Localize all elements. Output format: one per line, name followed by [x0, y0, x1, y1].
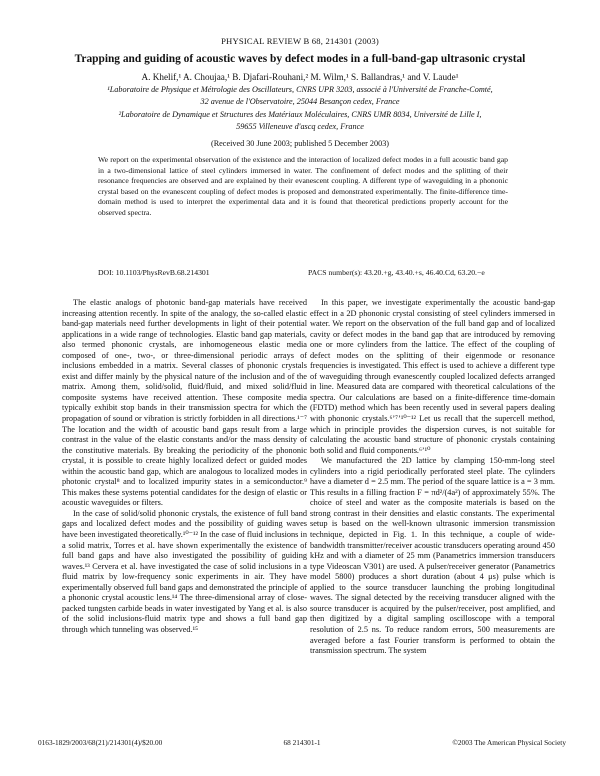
doi[interactable]: DOI: 10.1103/PhysRevB.68.214301 [98, 268, 210, 277]
affiliation-2-line-1: ²Laboratoire de Dynamique et Structures des Matériaux Moléculaires, CNRS UMR 8034, Université de Lille I, [118, 110, 482, 119]
pacs-numbers: PACS number(s): 43.20.+g, 43.40.+s, 46.40.Cd, 63.20.−e [308, 268, 485, 277]
paper-title: Trapping and guiding of acoustic waves by defect modes in a full-band-gap ultrasonic crystal [74, 53, 526, 65]
running-head: PHYSICAL REVIEW B 68, 214301 (2003) [221, 36, 379, 46]
author-list: A. Khelif,¹ A. Choujaa,¹ B. Djafari-Rouhani,² M. Wilm,¹ S. Ballandras,¹ and V. Laude¹ [141, 72, 459, 82]
paragraph: In this paper, we investigate experimentally the acoustic band-gap effect in a 2D phononic crystal consisting of steel cylinders immersed in water. We report on the observation of the full band gap and of localized cavity or defect modes in the band gap that are introduced by removing one or more cylinders from the lattice. The effect of the coupling of defect modes on the splitting of their eigenmode or resonance frequencies is investigated. This effect is used to achieve a different type of waveguiding through evanescently coupled localized defects arranged in line. Measured data are compared with theoretical calculations of the spectra. Our calculations are based on a finite-difference time-domain (FDTD) method which has been recently used in several papers dealing with phononic crystals.⁶ʼ⁷ʼ¹⁰⁻¹² Let us recall that the supercell method, which in principle provides the dispersion curves, is not suitable for calculating the acoustic band structure of phononic crystals containing both solid and fluid components.⁶ʼ¹⁰ [310, 298, 555, 455]
body-column-right [310, 298, 555, 657]
received-date: (Received 30 June 2003; published 5 December 2003) [210, 139, 390, 148]
affiliation-2-line-2: 59655 Villeneuve d'ascq cedex, France [236, 122, 364, 131]
abstract: We report on the experimental observation of the existence and the interaction of localized defect modes in a full acoustic band gap in a two-dimensional lattice of steel cylinders immersed in water. The confinement of defect modes and the splitting of their resonance frequencies are observed and are explained by their evanescent coupling. A different type of waveguiding in a phononic crystal based on the evanescent coupling of defect modes is proposed and demonstrated experimentally. The finite-difference time-domain method is used to interpret the experimental data and it is found that theoretical predictions properly account for the observed spectra. [98, 155, 508, 217]
affiliation-1-line-1: ¹Laboratoire de Physique et Métrologie des Oscillateurs, CNRS UPR 3203, associé à l'Université de Franche-Comté, [107, 85, 493, 94]
paragraph: In the case of solid/solid phononic crystals, the existence of full band gaps and localized defect modes and the possibility of guiding waves have been investigated theoretically.¹⁰⁻¹² In the case of fluid inclusions in a solid matrix, Torres et al. have shown experimentally the existence of full band gaps and have also investigated the possibility of guiding waves.¹³ Cervera et al. have investigated the case of solid inclusions in a fluid matrix by low-frequency sonic experiments in air. They have experimentally observed full band gaps and demonstrated the principle of a phononic crystal acoustic lens.¹⁴ The three-dimensional array of close-packed tungsten carbide beads in water investigated by Yang et al. is also of the solid inclusions-fluid matrix type and shows a full band gap through which tunneling was observed.¹⁵ [62, 508, 307, 634]
paragraph: The elastic analogs of photonic band-gap materials have received increasing attention recently. In spite of the analogy, the so-called elastic band-gap materials need further developments in light of their potential applications in a wide range of technologies. Elastic band gap materials, also termed phononic crystals, are inhomogeneous elastic media composed of one-, two-, or three-dimensional periodic arrays of inclusions embedded in a matrix. Several classes of phononic crystals exist and differ mainly by the physical nature of the inclusion and of the matrix. Among them, solid/solid, fluid/fluid, and mixed solid/fluid composite systems have received attention. These composite media typically exhibit stop bands in their transmission spectra for which the propagation of sound or vibration is strictly forbidden in all directions.¹⁻⁷ The location and the width of acoustic band gaps result from a large contrast in the value of the elastic constants and/or the mass density of the constitutive materials. By breaking the periodicity of the phononic crystal, it is possible to create highly localized defect or guided modes within the acoustic band gap, which are analogous to localized modes in photonic crystal⁸ and to localized impurity states in a semiconductor.⁹ This makes these systems potential candidates for the design of elastic or acoustic waveguides or filters. [62, 298, 307, 508]
doi-pacs-line [98, 268, 508, 277]
paragraph: We manufactured the 2D lattice by clamping 150-mm-long steel cylinders into a rigid periodically perforated steel plate. The cylinders have a diameter d = 2.5 mm. The period of the square lattice is a = 3 mm. This results in a filling fraction F = πd²/(4a²) of approximately 55%. The choice of steel and water as the composite materials is based on the strong contrast in their densities and elastic constants. The experimental setup is based on the well-known ultrasonic immersion transmission technique, depicted in Fig. 1. In this technique, a couple of wide-bandwidth transmitter/receiver acoustic transducers operating around 450 kHz and with a diameter of 25 mm (Panametrics immersion transducers type Videoscan V301) are used. A pulser/receiver generator (Panametrics model 5800) produces a short duration (about 4 μs) pulse which is applied to the source transducer launching the probing longitudinal waves. The signal detected by the receiving transducer aligned with the source transducer is acquired by the pulser/receiver, post amplified, and then digitized by a digital sampling oscilloscope with a temporal resolution of 2.5 ns. To reduce random errors, 500 measurements are averaged before a fast Fourier transform is performed to obtain the transmission spectrum. The system [310, 456, 555, 656]
footer-code: 0163-1829/2003/68(21)/214301(4)/$20.00 [38, 738, 163, 747]
body-column-left [62, 298, 307, 636]
copyright: ©2003 The American Physical Society [452, 738, 566, 747]
affiliation-1-line-2: 32 avenue de l'Observatoire, 25044 Besançon cedex, France [200, 97, 400, 106]
page-number: 68 214301-1 [283, 738, 321, 747]
